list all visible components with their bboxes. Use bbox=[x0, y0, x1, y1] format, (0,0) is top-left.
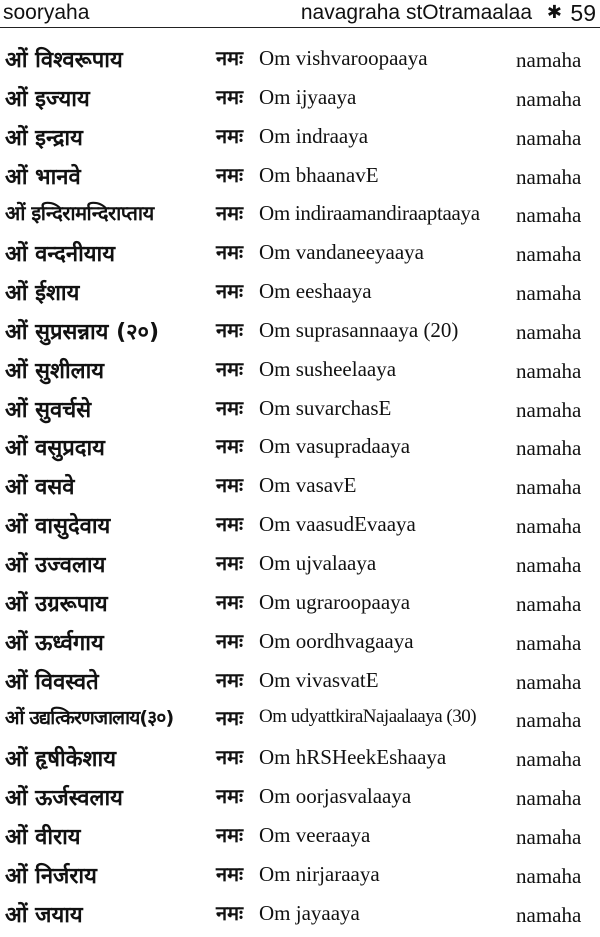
namaha-label: namaha bbox=[516, 242, 582, 267]
devanagari-name: ओं वसवे bbox=[5, 475, 75, 501]
mantra-row bbox=[0, 821, 600, 860]
devanagari-name: ओं वासुदेवाय bbox=[5, 514, 111, 540]
mantra-list bbox=[0, 44, 600, 937]
namaha-label: namaha bbox=[516, 397, 582, 422]
namah-label: नमः bbox=[216, 706, 244, 731]
namaha-label: namaha bbox=[516, 281, 582, 306]
transliteration: Om vasupradaaya bbox=[259, 434, 411, 459]
namaha-label: namaha bbox=[516, 708, 582, 733]
devanagari-name: ओं इज्याय bbox=[5, 86, 90, 112]
transliteration: Om susheelaaya bbox=[259, 356, 397, 381]
transliteration: Om suvarchasE bbox=[259, 395, 392, 420]
namah-label: नमः bbox=[216, 46, 244, 70]
mantra-row bbox=[0, 316, 600, 355]
namaha-label: namaha bbox=[516, 824, 582, 849]
devanagari-name: ओं हृषीकेशाय bbox=[5, 747, 116, 773]
mantra-row bbox=[0, 471, 600, 510]
devanagari-name: ओं भानवे bbox=[5, 164, 81, 190]
namah-label: नमः bbox=[216, 356, 244, 381]
transliteration: Om udyattkiraNajaalaaya (30) bbox=[259, 706, 477, 728]
namah-label: नमः bbox=[216, 745, 244, 770]
mantra-row bbox=[0, 627, 600, 666]
mantra-row bbox=[0, 199, 600, 238]
namaha-label: namaha bbox=[516, 203, 582, 228]
namah-label: नमः bbox=[216, 84, 244, 109]
transliteration: Om vasavE bbox=[259, 473, 357, 498]
devanagari-name: ओं विश्वरूपाय bbox=[5, 48, 123, 73]
namah-label: नमः bbox=[216, 861, 244, 886]
namaha-label: namaha bbox=[516, 630, 582, 655]
header-rule bbox=[0, 27, 600, 28]
transliteration: Om ugraroopaaya bbox=[259, 589, 411, 614]
namaha-label: namaha bbox=[516, 436, 582, 461]
transliteration: Om suprasannaaya (20) bbox=[259, 317, 459, 342]
devanagari-name: ओं वसुप्रदाय bbox=[5, 436, 105, 462]
transliteration: Om vaasudEvaaya bbox=[259, 512, 416, 537]
mantra-row bbox=[0, 704, 600, 743]
namah-label: नमः bbox=[216, 550, 244, 575]
namaha-label: namaha bbox=[516, 591, 582, 616]
devanagari-name: ओं उज्वलाय bbox=[5, 552, 106, 578]
devanagari-name: ओं निर्जराय bbox=[5, 863, 97, 889]
devanagari-name: ओं जयाय bbox=[5, 902, 83, 928]
mantra-row bbox=[0, 899, 600, 937]
mantra-row bbox=[0, 782, 600, 821]
namaha-label: namaha bbox=[516, 319, 582, 344]
flower-ornament-icon: ✱ bbox=[546, 2, 562, 23]
namah-label: नमः bbox=[216, 434, 244, 459]
transliteration: Om vandaneeyaaya bbox=[259, 240, 424, 265]
namaha-label: namaha bbox=[516, 125, 582, 150]
namah-label: नमः bbox=[216, 784, 244, 809]
page-number: 59 bbox=[570, 0, 596, 26]
devanagari-name: ओं वन्दनीयाय bbox=[5, 242, 115, 268]
devanagari-name: ओं ऊर्जस्वलाय bbox=[5, 786, 123, 812]
namaha-label: namaha bbox=[516, 863, 582, 888]
running-head-left: sooryaha bbox=[3, 1, 90, 24]
mantra-row bbox=[0, 355, 600, 394]
namaha-label: namaha bbox=[516, 475, 582, 500]
mantra-row bbox=[0, 432, 600, 471]
mantra-row bbox=[0, 743, 600, 782]
devanagari-name: ओं इन्दिरामन्दिराप्ताय bbox=[5, 201, 154, 226]
devanagari-name: ओं सुवर्चसे bbox=[5, 397, 92, 423]
transliteration: Om vivasvatE bbox=[259, 667, 379, 692]
mantra-row bbox=[0, 394, 600, 433]
namah-label: नमः bbox=[216, 473, 244, 498]
mantra-row bbox=[0, 238, 600, 277]
namaha-label: namaha bbox=[516, 552, 582, 577]
mantra-row bbox=[0, 549, 600, 588]
namaha-label: namaha bbox=[516, 48, 582, 72]
namaha-label: namaha bbox=[516, 164, 582, 189]
devanagari-name: ओं सुप्रसन्नाय (२०) bbox=[5, 319, 160, 345]
transliteration: Om eeshaaya bbox=[259, 279, 372, 304]
namaha-label: namaha bbox=[516, 86, 582, 111]
namaha-label: namaha bbox=[516, 902, 582, 927]
namah-label: नमः bbox=[216, 240, 244, 265]
mantra-row bbox=[0, 588, 600, 627]
mantra-row bbox=[0, 122, 600, 161]
namah-label: नमः bbox=[216, 900, 244, 925]
mantra-row bbox=[0, 860, 600, 899]
namah-label: नमः bbox=[216, 123, 244, 148]
devanagari-name: ओं वीराय bbox=[5, 824, 81, 850]
devanagari-name: ओं उग्ररूपाय bbox=[5, 591, 108, 617]
transliteration: Om indiraamandiraaptaaya bbox=[259, 201, 480, 226]
namah-label: नमः bbox=[216, 201, 244, 226]
transliteration: Om ujvalaaya bbox=[259, 550, 377, 575]
mantra-row bbox=[0, 161, 600, 200]
namah-label: नमः bbox=[216, 822, 244, 847]
namah-label: नमः bbox=[216, 667, 244, 692]
namaha-label: namaha bbox=[516, 786, 582, 811]
devanagari-name: ओं ईशाय bbox=[5, 281, 80, 307]
transliteration: Om jayaaya bbox=[259, 900, 360, 925]
transliteration: Om veeraaya bbox=[259, 822, 371, 847]
transliteration: Om vishvaroopaaya bbox=[259, 46, 428, 70]
transliteration: Om oorjasvalaaya bbox=[259, 784, 412, 809]
devanagari-name: ओं सुशीलाय bbox=[5, 358, 105, 384]
namah-label: नमः bbox=[216, 512, 244, 537]
mantra-row bbox=[0, 510, 600, 549]
namah-label: नमः bbox=[216, 589, 244, 614]
mantra-row bbox=[0, 666, 600, 705]
mantra-row bbox=[0, 277, 600, 316]
running-head-right: navagraha stOtramaalaa bbox=[300, 1, 532, 24]
page-header bbox=[0, 0, 600, 32]
namah-label: नमः bbox=[216, 279, 244, 304]
transliteration: Om bhaanavE bbox=[259, 162, 379, 187]
namah-label: नमः bbox=[216, 628, 244, 653]
mantra-row bbox=[0, 44, 600, 83]
namaha-label: namaha bbox=[516, 514, 582, 539]
namaha-label: namaha bbox=[516, 747, 582, 772]
devanagari-name: ओं ऊर्ध्वगाय bbox=[5, 630, 104, 656]
transliteration: Om nirjaraaya bbox=[259, 861, 380, 886]
transliteration: Om indraaya bbox=[259, 123, 369, 148]
devanagari-name: ओं विवस्वते bbox=[5, 669, 99, 695]
namah-label: नमः bbox=[216, 317, 244, 342]
namah-label: नमः bbox=[216, 395, 244, 420]
namaha-label: namaha bbox=[516, 669, 582, 694]
devanagari-name: ओं इन्द्राय bbox=[5, 125, 83, 151]
transliteration: Om hRSHeekEshaaya bbox=[259, 745, 447, 770]
namah-label: नमः bbox=[216, 162, 244, 187]
transliteration: Om ijyaaya bbox=[259, 84, 357, 109]
devanagari-name: ओं उद्यत्किरणजालाय(३०) bbox=[5, 707, 174, 730]
transliteration: Om oordhvagaaya bbox=[259, 628, 414, 653]
mantra-row bbox=[0, 83, 600, 122]
namaha-label: namaha bbox=[516, 358, 582, 383]
